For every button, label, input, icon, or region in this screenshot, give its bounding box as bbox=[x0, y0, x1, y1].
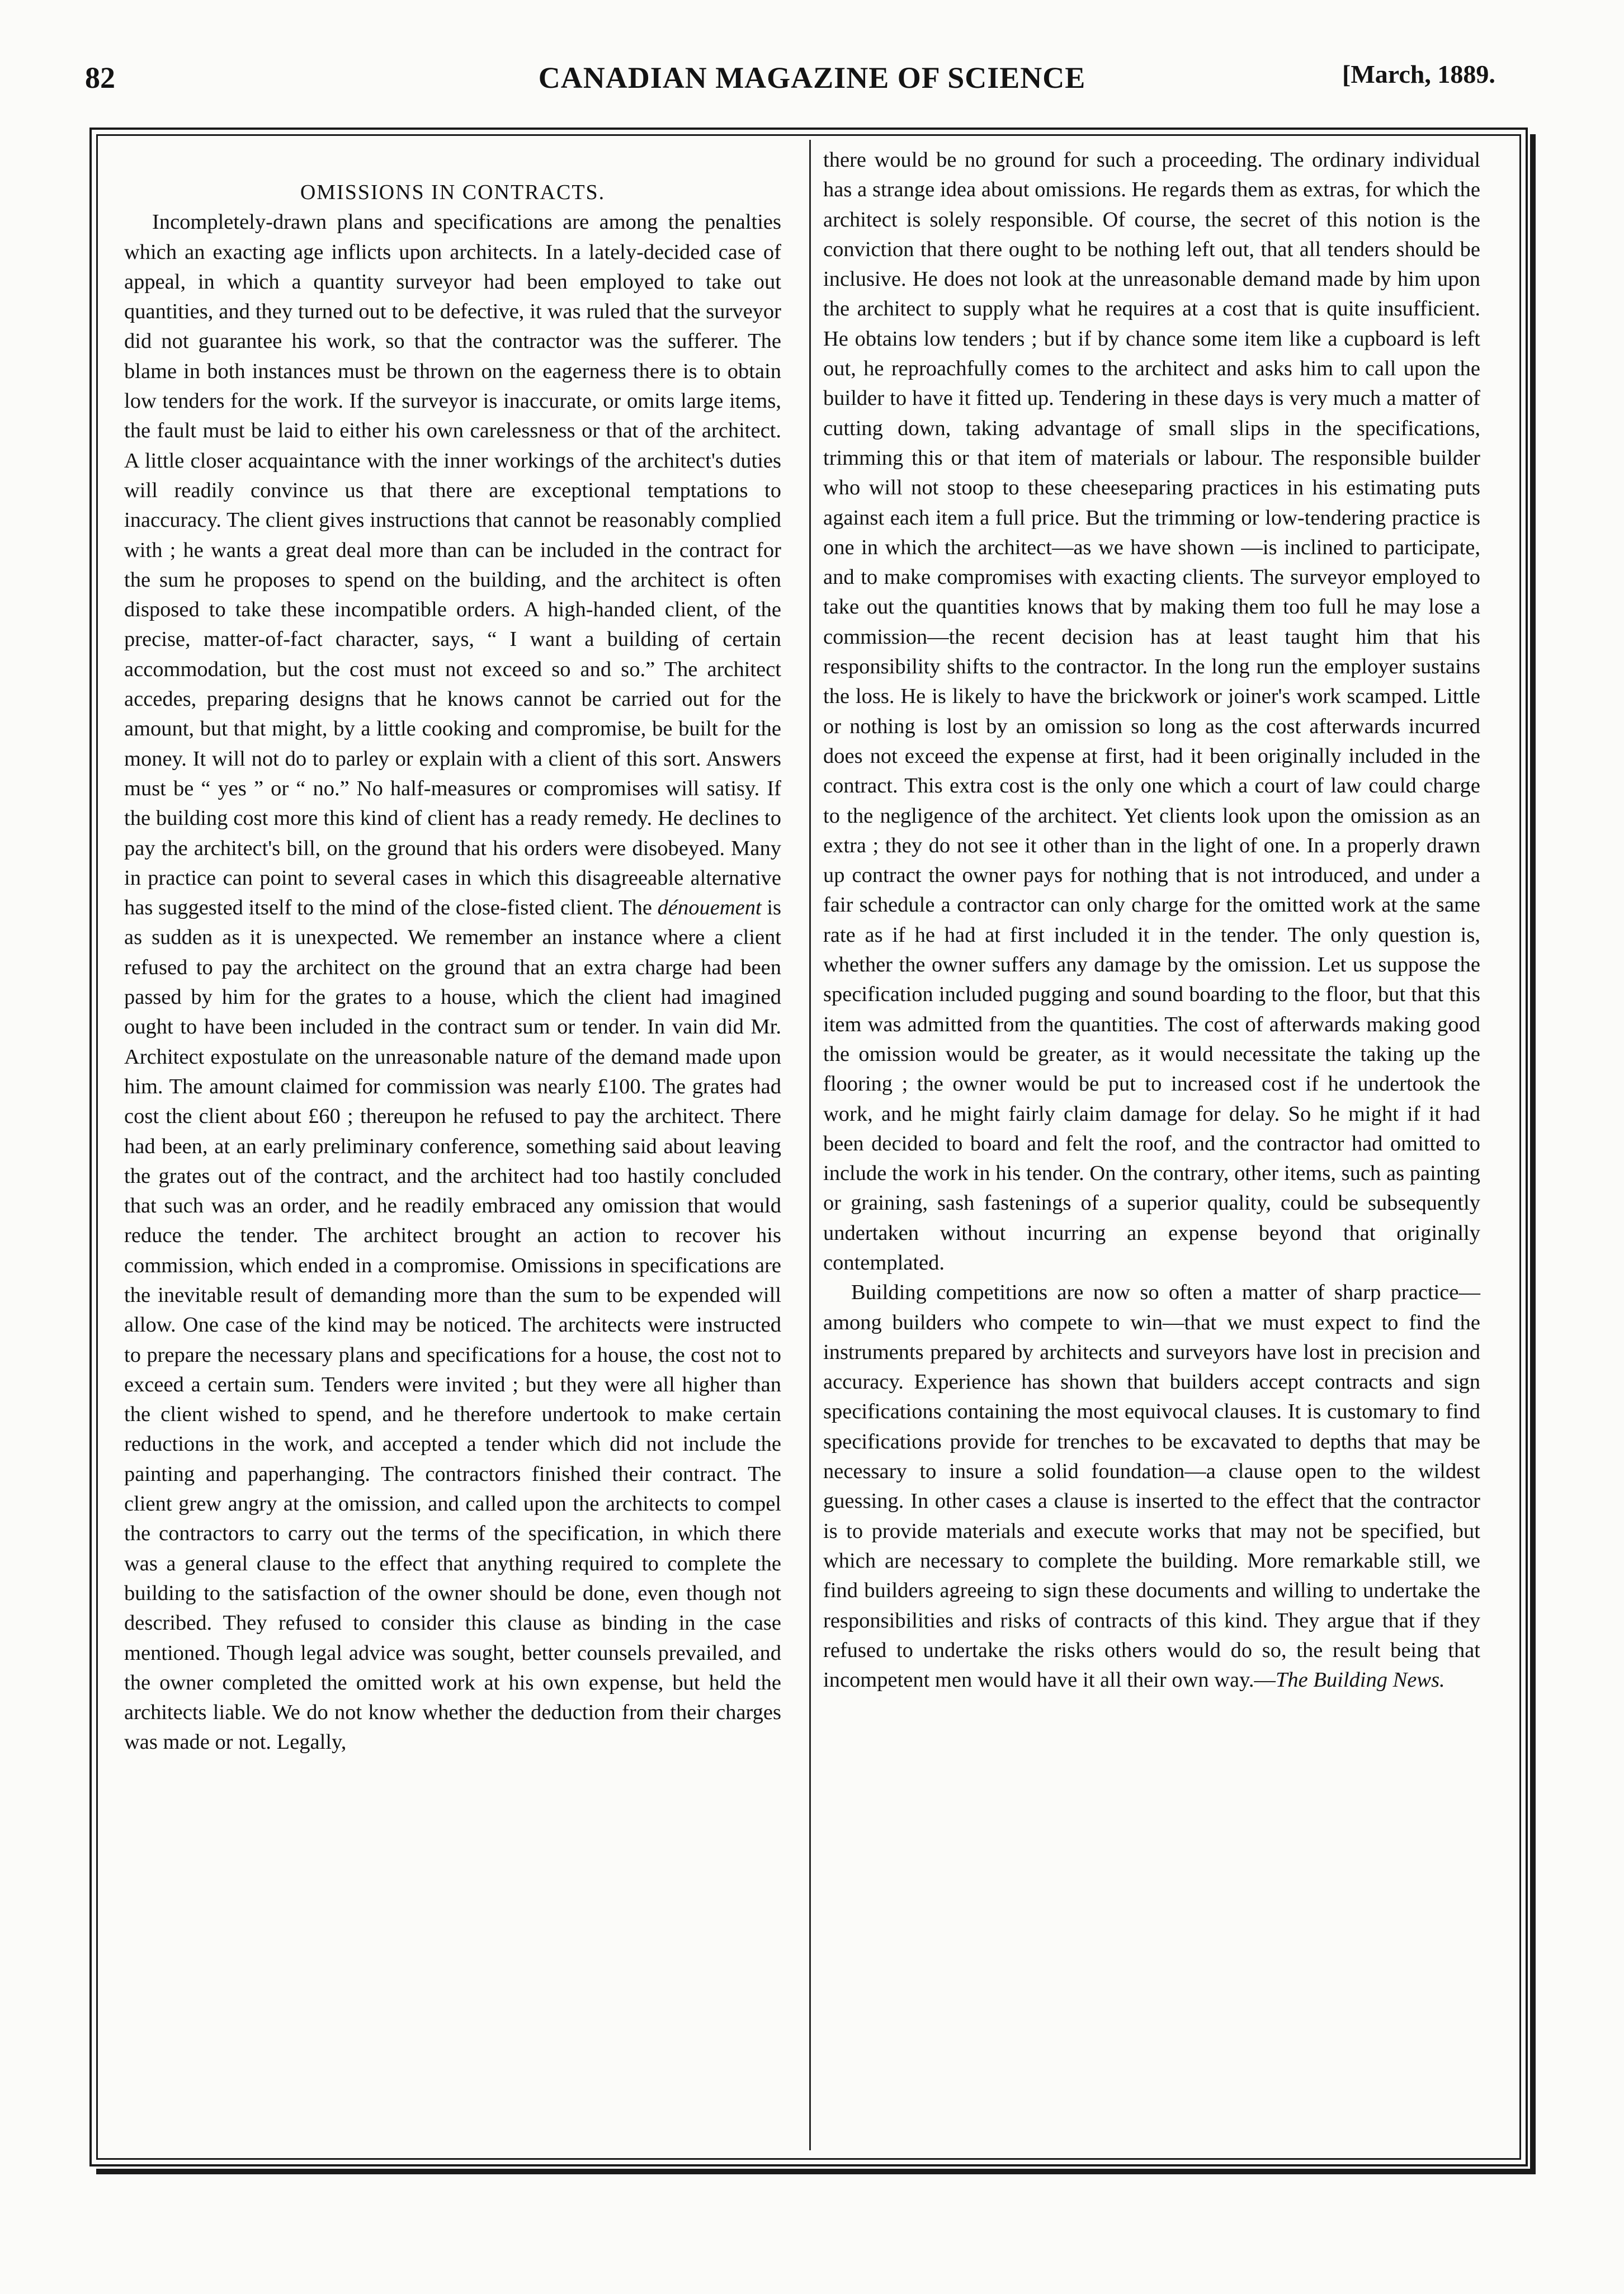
paragraph bbox=[124, 207, 781, 1757]
journal-title: CANADIAN MAGAZINE OF SCIENCE bbox=[538, 61, 1086, 95]
page-header bbox=[0, 60, 1624, 105]
border-shadow-bottom bbox=[96, 2169, 1536, 2174]
right-column bbox=[823, 145, 1480, 1695]
issue-date: [March, 1889. bbox=[1342, 60, 1495, 88]
article-title: OMISSIONS IN CONTRACTS. bbox=[300, 181, 606, 204]
paragraph: there would be no ground for such a proceeding. The ordinary individual has a strange idea about omissions. He regards them as extras, for which the architect is solely responsible. Of course, the secret of this notion is the conviction that there ought to be nothing left out, that all tenders should be inclusive. He does not look at the unreasonable demand made by him upon the architect to supply what he requires at a cost that is quite insufficient. He obtains low tenders ; but if by chance some item like a cupboard is left out, he reproachfully comes to the architect and asks him to call upon the builder to have it fitted up. Tendering in these days is very much a matter of cutting down, taking advantage of small slips in the specifications, trimming this or that item of materials or labour. The responsible builder who will not stoop to these cheeseparing practices in his estimating puts against each item a full price. But the trimming or low-tendering practice is one in which the architect—as we have shown —is inclined to participate, and to make compromises with exacting clients. The surveyor employed to take out the quantities knows that by making them too full he may lose a commission—the recent decision has at least taught him that his responsibility shifts to the contractor. In the long run the employer sustains the loss. He is likely to have the brickwork or joiner's work scamped. Little or nothing is lost by an omission so long as the cost afterwards incurred does not exceed the expense at first, had it been originally included in the contract. This extra cost is the only one which a court of law could charge to the negligence of the architect. Yet clients look upon the omission as an extra ; they do not see it other than in the light of one. In a properly drawn up contract the owner pays for nothing that is not introduced, and under a fair schedule a contractor can only charge for the omitted work at the same rate as if he had at first included it in the tender. The only question is, whether the owner suffers any damage by the omission. Let us suppose the specification included pugging and sound boarding to the floor, but that this item was admitted from the quantities. The cost of afterwards making good the omission would be greater, as it would necessitate the taking up the flooring ; the owner would be put to increased cost if he undertook the work, and he might fairly claim damage for delay. So he might if it had been decided to board and felt the roof, and the contractor had omitted to include the work in his tender. On the contrary, other items, such as painting or graining, sash fastenings of a superior quality, could be subsequently undertaken without incurring an expense beyond that originally contemplated. bbox=[823, 148, 1480, 1275]
column-divider bbox=[809, 140, 811, 2150]
page-number: 82 bbox=[85, 61, 115, 95]
paragraph-text: Incompletely-drawn plans and specifications are among the penalties which an exacting age inflicts upon architects. In a lately-decided case of appeal, in which a quantity surveyor had been employed to take out quantities, and they turned out to be defective, it was ruled that the surveyor did not guarantee his work, so that the contractor was the sufferer. The blame in both instances must be thrown on the eagerness there is to obtain low tenders for the work. If the surveyor is inaccurate, or omits large items, the fault must be laid to either his own carelessness or that of the architect. A little closer acquaintance with the inner workings of the architect's duties will readily convince us that there are exceptional temptations to inaccuracy. The client gives instructions that cannot be reasonably complied with ; he wants a great deal more than can be included in the contract for the sum he proposes to spend on the building, and the architect is often disposed to take these incompatible orders. A high-handed client, of the precise, matter-of-fact character, says, “ I want a building of certain accommodation, but the cost must not exceed so and so.” The architect accedes, preparing designs that he knows cannot be carried out for the amount, but that might, by a little cooking and compromise, be built for the money. It will not do to parley or explain with a client of this sort. Answers must be “ yes ” or “ no.” No half-measures or compromises will satisy. If the building cost more this kind of client has a ready remedy. He declines to pay the architect's bill, on the ground that his orders were disobeyed. Many in practice can point to several cases in which this disagreeable alternative has suggested itself to the mind of the close-fisted client. The bbox=[124, 210, 781, 920]
left-column bbox=[124, 178, 781, 1758]
paragraph bbox=[823, 1278, 1480, 1695]
border-shadow-right bbox=[1530, 134, 1536, 2173]
source-citation: The Building News. bbox=[1276, 1668, 1445, 1692]
paragraph-text: is as sudden as it is unexpected. We remember an instance where a client refused to pay the architect on the ground that an extra charge had been passed by him for the grates to a house, which the client had imagined ought to have been included in the contract sum or tender. In vain did Mr. Architect expostulate on the unreasonable nature of the demand made upon him. The amount claimed for commission was nearly £100. The grates had cost the client about £60 ; thereupon he refused to pay the architect. There had been, at an early preliminary conference, something said about leaving the grates out of the contract, and the architect had too hastily concluded that such was an order, and he readily embraced any omission that would reduce the tender. The architect brought an action to recover his commission, which ended in a compromise. Omissions in specifications are the inevitable result of demanding more than the sum to be expended will allow. One case of the kind may be noticed. The architects were instructed to prepare the necessary plans and specifications for a house, the cost not to exceed a certain sum. Tenders were invited ; but they were all higher than the client wished to spend, and he therefore undertook to make certain reductions in the work, and accepted a tender which did not include the painting and paperhanging. The contractors finished their contract. The client grew angry at the omission, and called upon the architects to compel the contractors to carry out the terms of the specification, in which there was a general clause to the effect that anything required to complete the building to the satisfaction of the owner should be done, even though not described. They refused to consider this clause as binding in the case mentioned. Though legal advice was sought, better counsels prevailed, and the owner completed the omitted work at his own expense, but held the architects liable. We do not know whether the deduction from their charges was made or not. Legally, bbox=[124, 896, 782, 1754]
paragraph-text: Building competitions are now so often a matter of sharp practice—among builders who compete to win—that we must expect to find the instruments prepared by architects and surveyors have lost in precision and accuracy. Experience has shown that builders accept contracts and sign specifications containing the most equivocal clauses. It is customary to find specifications provide for trenches to be excavated to depths that may be necessary to insure a solid foundation—a clause open to the wildest guessing. In other cases a clause is inserted to the effect that the contractor is to provide materials and execute works that may not be specified, but which are necessary to complete the building. More remarkable still, we find builders agreeing to sign these documents and willing to undertake the responsibilities and risks of contracts of this kind. They argue that if they refused to undertake the risks others would do so, the result being that incompetent men would have it all their own way.— bbox=[823, 1281, 1480, 1692]
italic-term: dénouement bbox=[657, 896, 762, 920]
